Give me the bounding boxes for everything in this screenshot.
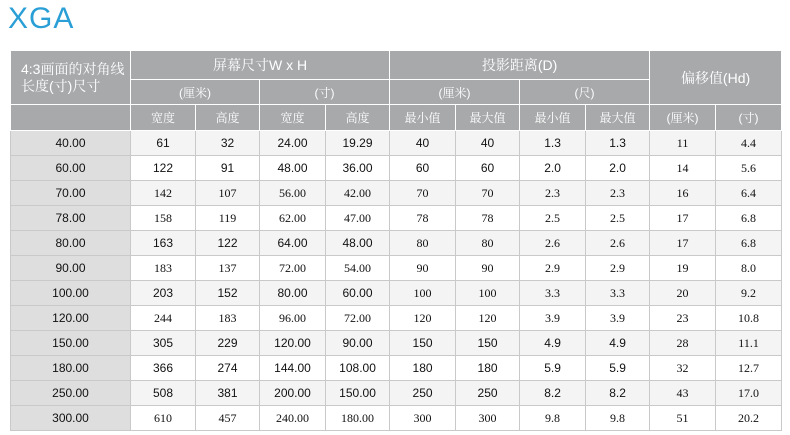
table-cell: 47.00 (326, 206, 390, 231)
diagonal-size-cell: 80.00 (11, 231, 131, 256)
table-cell: 90 (390, 256, 456, 281)
table-cell: 78 (456, 206, 520, 231)
table-cell: 3.3 (520, 281, 586, 306)
table-cell: 8.2 (520, 381, 586, 406)
header-max-chi: 最大值 (586, 105, 650, 131)
table-cell: 2.6 (586, 231, 650, 256)
table-body (11, 131, 782, 431)
table-cell: 2.3 (586, 181, 650, 206)
table-cell: 2.9 (520, 256, 586, 281)
table-cell: 300 (456, 406, 520, 431)
table-cell: 274 (196, 356, 260, 381)
table-cell: 183 (196, 306, 260, 331)
table-cell: 4.4 (716, 131, 782, 156)
table-cell: 107 (196, 181, 260, 206)
table-row (11, 406, 782, 431)
table-cell: 11.1 (716, 331, 782, 356)
table-cell: 119 (196, 206, 260, 231)
header-min-chi: 最小值 (520, 105, 586, 131)
table-cell: 122 (131, 156, 196, 181)
table-cell: 11 (650, 131, 716, 156)
table-cell: 3.9 (586, 306, 650, 331)
table-cell: 48.00 (260, 156, 326, 181)
table-cell: 240.00 (260, 406, 326, 431)
table-cell: 9.8 (586, 406, 650, 431)
table-cell: 24.00 (260, 131, 326, 156)
table-cell: 90 (456, 256, 520, 281)
table-cell: 36.00 (326, 156, 390, 181)
table-cell: 72.00 (260, 256, 326, 281)
table-cell: 250 (456, 381, 520, 406)
table-cell: 183 (131, 256, 196, 281)
table-cell: 64.00 (260, 231, 326, 256)
table-cell: 163 (131, 231, 196, 256)
table-cell: 5.9 (586, 356, 650, 381)
header-width-cm: 宽度 (131, 105, 196, 131)
table-cell: 108.00 (326, 356, 390, 381)
table-row (11, 231, 782, 256)
table-cell: 8.0 (716, 256, 782, 281)
diagonal-size-cell: 78.00 (11, 206, 131, 231)
table-cell: 20 (650, 281, 716, 306)
header-unit-inch: (寸) (260, 80, 390, 105)
table-cell: 305 (131, 331, 196, 356)
table-cell: 28 (650, 331, 716, 356)
table-cell: 5.9 (520, 356, 586, 381)
header-screen-size: 屏幕尺寸W x H (131, 51, 390, 80)
table-cell: 62.00 (260, 206, 326, 231)
table-cell: 381 (196, 381, 260, 406)
table-cell: 120 (456, 306, 520, 331)
table-cell: 80 (456, 231, 520, 256)
table-row (11, 156, 782, 181)
table-cell: 9.2 (716, 281, 782, 306)
table-cell: 80.00 (260, 281, 326, 306)
table-cell: 610 (131, 406, 196, 431)
table-cell: 100 (456, 281, 520, 306)
table-cell: 42.00 (326, 181, 390, 206)
table-cell: 250 (390, 381, 456, 406)
table-cell: 203 (131, 281, 196, 306)
table-cell: 120 (390, 306, 456, 331)
table-cell: 32 (196, 131, 260, 156)
table-cell: 152 (196, 281, 260, 306)
table-cell: 19.29 (326, 131, 390, 156)
table-cell: 100 (390, 281, 456, 306)
table-cell: 23 (650, 306, 716, 331)
table-row (11, 256, 782, 281)
projection-spec-table (10, 50, 782, 431)
table-row (11, 281, 782, 306)
table-cell: 150.00 (326, 381, 390, 406)
table-cell: 137 (196, 256, 260, 281)
table-cell: 366 (131, 356, 196, 381)
table-cell: 60.00 (326, 281, 390, 306)
table-row (11, 206, 782, 231)
table-cell: 6.4 (716, 181, 782, 206)
table-cell: 20.2 (716, 406, 782, 431)
table-cell: 2.5 (520, 206, 586, 231)
table-cell: 6.8 (716, 206, 782, 231)
table-cell: 2.3 (520, 181, 586, 206)
diagonal-size-cell: 70.00 (11, 181, 131, 206)
table-cell: 72.00 (326, 306, 390, 331)
table-cell: 54.00 (326, 256, 390, 281)
table-row (11, 181, 782, 206)
header-throw-distance: 投影距离(D) (390, 51, 650, 80)
table-cell: 14 (650, 156, 716, 181)
table-cell: 508 (131, 381, 196, 406)
table-cell: 17 (650, 231, 716, 256)
table-cell: 4.9 (520, 331, 586, 356)
table-cell: 2.0 (586, 156, 650, 181)
table-cell: 150 (456, 331, 520, 356)
table-cell: 78 (390, 206, 456, 231)
table-cell: 10.8 (716, 306, 782, 331)
table-cell: 3.3 (586, 281, 650, 306)
table-row (11, 306, 782, 331)
header-offset-cm: (厘米) (650, 105, 716, 131)
header-height-cm: 高度 (196, 105, 260, 131)
table-cell: 2.5 (586, 206, 650, 231)
header-unit-cm-distance: (厘米) (390, 80, 520, 105)
header-offset: 偏移值(Hd) (650, 51, 782, 105)
table-cell: 96.00 (260, 306, 326, 331)
table-row (11, 356, 782, 381)
table-cell: 122 (196, 231, 260, 256)
diagonal-size-cell: 60.00 (11, 156, 131, 181)
table-cell: 17.0 (716, 381, 782, 406)
table-row (11, 131, 782, 156)
header-height-inch: 高度 (326, 105, 390, 131)
table-cell: 4.9 (586, 331, 650, 356)
table-cell: 80 (390, 231, 456, 256)
header-unit-chi: (尺) (520, 80, 650, 105)
table-cell: 244 (131, 306, 196, 331)
table-cell: 5.6 (716, 156, 782, 181)
table-cell: 17 (650, 206, 716, 231)
table-cell: 3.9 (520, 306, 586, 331)
diagonal-size-cell: 40.00 (11, 131, 131, 156)
table-cell: 180 (456, 356, 520, 381)
table-cell: 1.3 (586, 131, 650, 156)
table-row (11, 381, 782, 406)
table-cell: 180 (390, 356, 456, 381)
table-cell: 32 (650, 356, 716, 381)
diagonal-size-cell: 250.00 (11, 381, 131, 406)
table-cell: 60 (390, 156, 456, 181)
header-blank (11, 105, 131, 131)
header-diagonal-size: 4:3画面的对角线长度(寸)尺寸 (11, 51, 131, 105)
table-cell: 180.00 (326, 406, 390, 431)
table-cell: 61 (131, 131, 196, 156)
table-cell: 90.00 (326, 331, 390, 356)
header-max-cm: 最大值 (456, 105, 520, 131)
page-title: XGA (8, 2, 75, 35)
table-cell: 12.7 (716, 356, 782, 381)
table-cell: 51 (650, 406, 716, 431)
table-cell: 150 (390, 331, 456, 356)
table-cell: 60 (456, 156, 520, 181)
diagonal-size-cell: 300.00 (11, 406, 131, 431)
table-cell: 142 (131, 181, 196, 206)
table-cell: 2.9 (586, 256, 650, 281)
table-cell: 43 (650, 381, 716, 406)
table-cell: 91 (196, 156, 260, 181)
table-cell: 16 (650, 181, 716, 206)
table-cell: 70 (456, 181, 520, 206)
table-cell: 56.00 (260, 181, 326, 206)
diagonal-size-cell: 150.00 (11, 331, 131, 356)
table-cell: 229 (196, 331, 260, 356)
table-cell: 1.3 (520, 131, 586, 156)
diagonal-size-cell: 120.00 (11, 306, 131, 331)
header-width-inch: 宽度 (260, 105, 326, 131)
table-cell: 6.8 (716, 231, 782, 256)
header-unit-cm: (厘米) (131, 80, 260, 105)
diagonal-size-cell: 90.00 (11, 256, 131, 281)
table-cell: 300 (390, 406, 456, 431)
header-offset-inch: (寸) (716, 105, 782, 131)
table-cell: 158 (131, 206, 196, 231)
table-cell: 9.8 (520, 406, 586, 431)
table-cell: 2.6 (520, 231, 586, 256)
diagonal-size-cell: 180.00 (11, 356, 131, 381)
table-cell: 120.00 (260, 331, 326, 356)
table-cell: 48.00 (326, 231, 390, 256)
table-cell: 144.00 (260, 356, 326, 381)
table-cell: 19 (650, 256, 716, 281)
diagonal-size-cell: 100.00 (11, 281, 131, 306)
table-row (11, 331, 782, 356)
table-cell: 40 (456, 131, 520, 156)
table-cell: 2.0 (520, 156, 586, 181)
table-cell: 70 (390, 181, 456, 206)
table-cell: 8.2 (586, 381, 650, 406)
table-cell: 457 (196, 406, 260, 431)
table-cell: 200.00 (260, 381, 326, 406)
header-min-cm: 最小值 (390, 105, 456, 131)
table-header (11, 51, 782, 131)
table-cell: 40 (390, 131, 456, 156)
